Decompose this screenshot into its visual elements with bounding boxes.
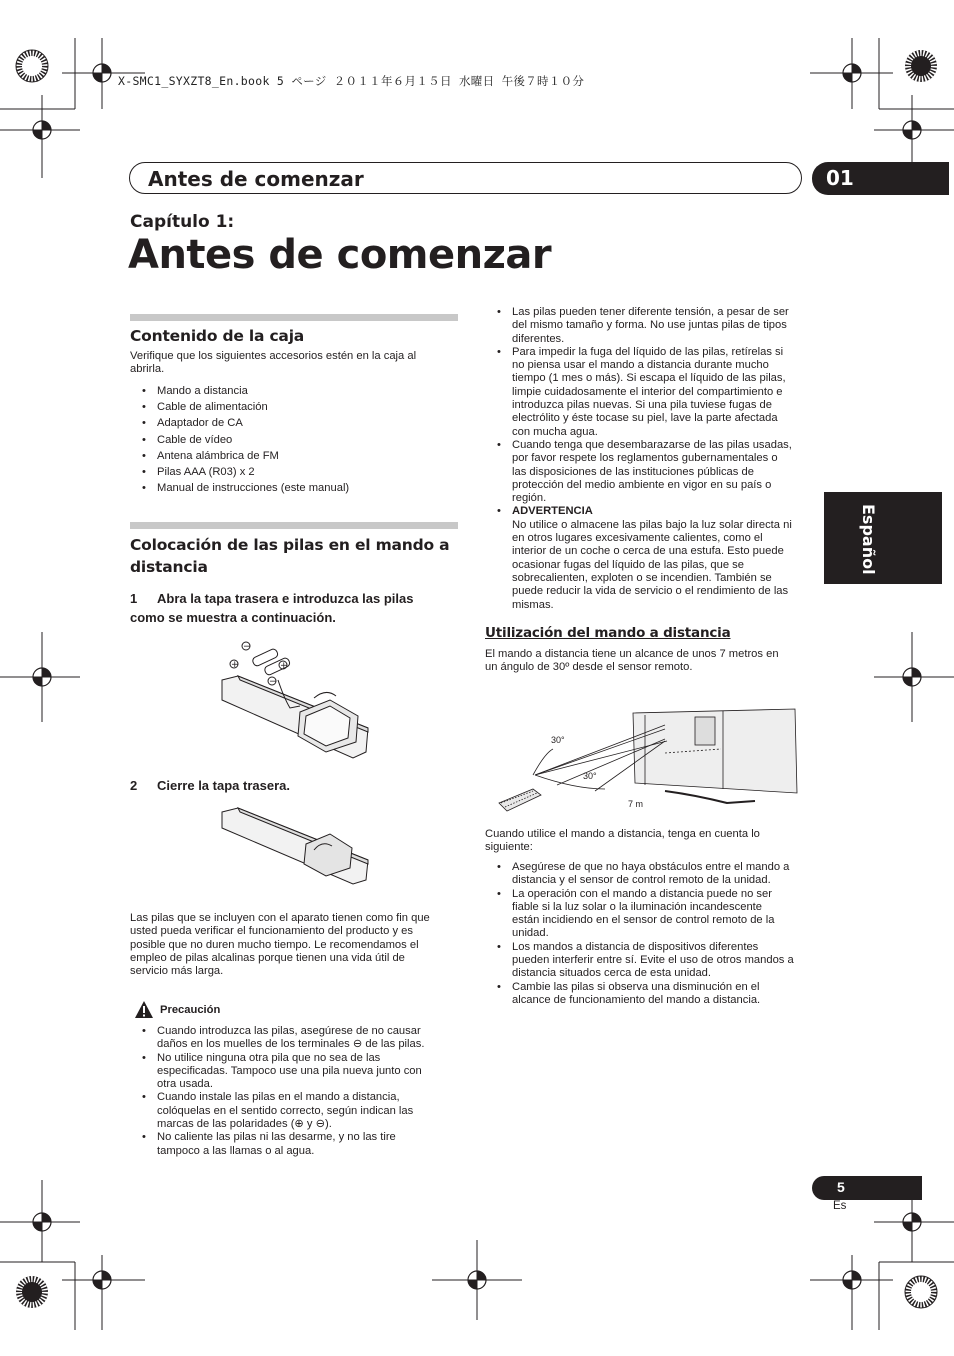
list-item: • Cuando instale las pilas en el mando a distancia, colóquelas en el sentido correcto, según indican las marcas de las polaridades (⊕ y ⊖). (130, 1091, 460, 1131)
remote-usage-intro: El mando a distancia tiene un alcance de unos 7 metros en un ángulo de 30º desde el sensor remoto. (485, 648, 779, 674)
batteries-heading: Colocación de las pilas en el mando a distancia (130, 536, 450, 576)
list-item: • Cuando tenga que desembarazarse de las pilas usadas, por favor respete los reglamentos gubernamentales o las disposiciones de las instituciones públicas de protección del medio ambiente en vigor en su país o región. (485, 439, 820, 505)
svg-text:−: − (243, 642, 251, 652)
remote-range-illustration (495, 705, 805, 815)
svg-text:+: + (280, 661, 288, 671)
list-item: • Cuando introduzca las pilas, asegúrese de no causar daños en los muelles de los terminales ⊖ de las pilas. (130, 1025, 460, 1052)
list-item: • La operación con el mando a distancia puede no ser fiable si la luz solar o la iluminación incandescente están incidiendo en el sensor de control remoto de la unidad. (485, 888, 820, 941)
chapter-number: 01 (826, 166, 854, 190)
list-item: • Las pilas pueden tener diferente tensión, a pesar de ser del mismo tamaño y forma. No use juntas pilas de tipos diferentes. (485, 306, 820, 346)
angle-label-top: 30° (551, 735, 565, 745)
list-item: • Antena alámbrica de FM (130, 448, 450, 464)
distance-label: 7 m (628, 799, 644, 809)
list-item: • Cambie las pilas si observa una disminución en el alcance de funcionamiento del mando a distancia. (485, 981, 820, 1008)
section-rule (130, 522, 458, 529)
section-title-bar (129, 162, 802, 194)
box-contents-list (130, 383, 450, 496)
list-item: • Los mandos a distancia de dispositivos diferentes pueden interferir entre sí. Evite el uso de otros mandos a distancia situados cerca de esta unidad. (485, 941, 820, 981)
remote-closed-illustration (218, 806, 373, 886)
list-item: • Manual de instrucciones (este manual) (130, 480, 450, 496)
remote-usage-heading: Utilización del mando a distancia (485, 625, 731, 641)
page-number-tab (812, 1176, 922, 1200)
list-item: • Cable de vídeo (130, 432, 450, 448)
list-item: • Cable de alimentación (130, 399, 450, 415)
box-contents-heading: Contenido de la caja (130, 327, 305, 345)
step-2: 2 Cierre la tapa trasera. (130, 778, 290, 793)
battery-notes-list (485, 306, 820, 612)
chapter-title: Antes de comenzar (128, 232, 552, 278)
box-contents-intro: Verifique que los siguientes accesorios estén en la caja al abrirla. (130, 350, 417, 376)
angle-label-bottom: 30° (583, 771, 597, 781)
remote-note: Cuando utilice el mando a distancia, tenga en cuenta lo siguiente: (485, 828, 760, 854)
batteries-paragraph: Las pilas que se incluyen con el aparato tienen como fin que usted pueda verificar el funcionamiento del producto y es posible que no duren mucho tiempo. Le recomendamos el empleo de pilas alcalinas porque tienen una vida útil de servicio más larga. (130, 912, 430, 978)
list-item: • No utilice ninguna otra pila que no sea de las especificadas. Tampoco use una pila nueva junto con otra usada. (130, 1052, 460, 1092)
warning-item: • ADVERTENCIA No utilice o almacene las pilas bajo la luz solar directa ni en otros lugares excesivamente calientes, como el interior de un coche o cerca de una estufa. Esto puede ocasionar fugas del líquido de las pilas, que se sobrecalienten, exploten o se incendien. También se puede reducir la vida de servicio o el rendimiento de las mismas. (485, 505, 820, 611)
list-item: • Para impedir la fuga del líquido de las pilas, retírelas si no piensa usar el mando a distancia durante mucho tiempo (1 mes o más). Si escapa el líquido de las pilas, limpie cuidadosamente el interior del compartimiento e introduzca pilas nuevas. Si una pila tuviese fugas de electrólito y éste tocase su piel, lave la parte afectada con mucha agua. (485, 346, 820, 439)
svg-text:+: + (231, 660, 239, 670)
page-language: Es (833, 1200, 847, 1212)
list-item: • No caliente las pilas ni las desarme, y no las tire tampoco a las llamas o al agua. (130, 1131, 460, 1158)
warning-triangle-icon (134, 1000, 154, 1019)
chapter-number-tab (812, 162, 949, 195)
chapter-label: Capítulo 1: (130, 212, 235, 232)
list-item: • Pilas AAA (R03) x 2 (130, 464, 450, 480)
print-header: X-SMC1_SYXZT8_En.book 5 ページ ２０１１年６月１５日 水曜日 午後７時１０分 (118, 74, 585, 88)
list-item: • Asegúrese de que no haya obstáculos entre el mando a distancia y el sensor de control remoto de la unidad. (485, 861, 820, 888)
remote-tips-list (485, 861, 820, 1007)
remote-battery-illustration (218, 640, 373, 770)
section-rule (130, 314, 458, 321)
language-side-tab (824, 492, 942, 584)
language-side-tab-label: Español (859, 504, 878, 575)
caution-label: Precaución (160, 1004, 221, 1016)
list-item: • Adaptador de CA (130, 415, 450, 431)
caution-list (130, 1025, 460, 1158)
page-number: 5 (837, 1179, 845, 1195)
step-1: 1 Abra la tapa trasera e introduzca las pilas como se muestra a continuación. (130, 591, 414, 625)
list-item: • Mando a distancia (130, 383, 450, 399)
section-title: Antes de comenzar (148, 167, 364, 191)
svg-text:−: − (269, 677, 277, 687)
warning-label: • ADVERTENCIA (512, 505, 593, 518)
